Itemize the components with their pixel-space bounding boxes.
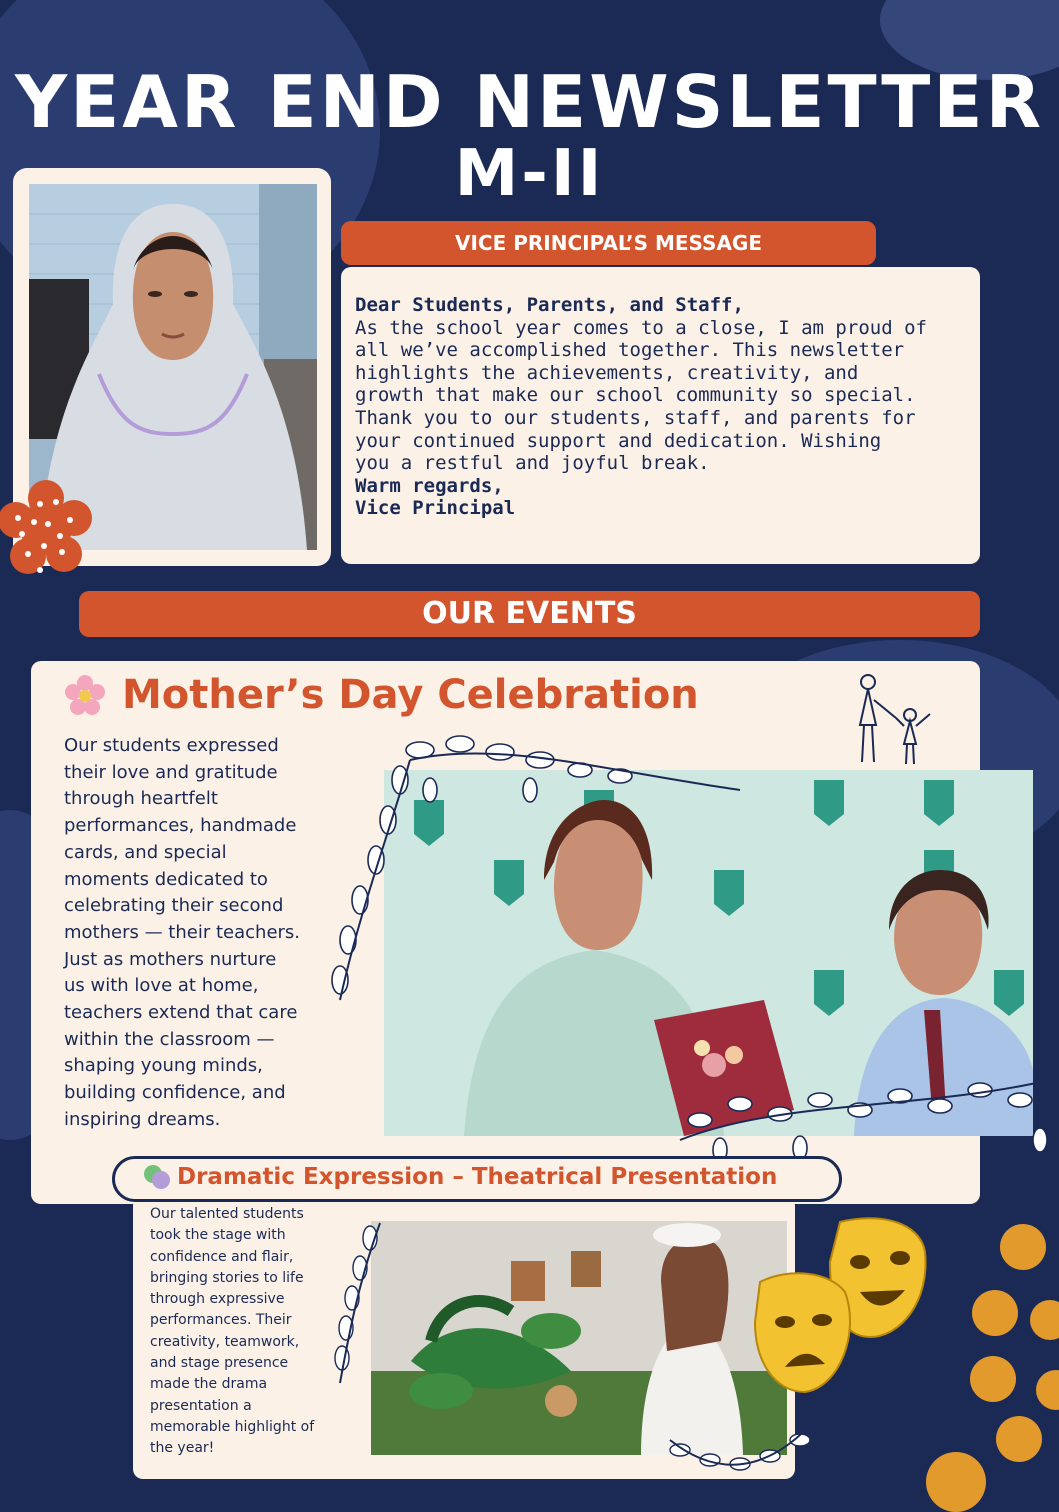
floral-vine-icon (660, 1400, 820, 1480)
drama-line: confidence and flair, (150, 1248, 294, 1265)
decorative-dot (1000, 1224, 1046, 1270)
mothers-day-line: inspiring dreams. (64, 1108, 221, 1130)
vp-message-line: you a restful and joyful break. (355, 452, 710, 475)
theater-masks-icon (143, 1164, 171, 1190)
comedy-tragedy-masks-icon (750, 1212, 930, 1397)
mothers-day-line: Just as mothers nurture (64, 948, 277, 970)
vp-greeting: Dear Students, Parents, and Staff, (355, 294, 744, 316)
mothers-day-line: through heartfelt (64, 788, 218, 810)
mothers-day-line: cards, and special (64, 841, 227, 863)
vp-message-body (355, 294, 970, 520)
mothers-day-line: within the classroom — (64, 1028, 275, 1050)
page-subtitle: M-II (454, 137, 605, 211)
drama-line: Our talented students (150, 1206, 304, 1222)
mothers-day-line: shaping young minds, (64, 1055, 263, 1077)
drama-line: presentation a (150, 1397, 252, 1414)
decorative-dot (970, 1356, 1016, 1402)
drama-description (150, 1204, 314, 1460)
vp-message-line: your continued support and dedication. Wishing (355, 429, 882, 452)
page-title: YEAR END NEWSLETTER (14, 60, 1045, 144)
mothers-day-line: moments dedicated to (64, 868, 268, 890)
mothers-day-line: Our students expressed (64, 735, 279, 756)
vp-signature: Vice Principal (355, 497, 516, 520)
flower-icon (63, 674, 107, 718)
decorative-dot (1036, 1370, 1059, 1410)
drama-line: took the stage with (150, 1227, 286, 1244)
drama-line: and stage presence (150, 1355, 289, 1372)
drama-line: performances. Their (150, 1312, 292, 1329)
flower-decoration-icon (0, 476, 92, 580)
drama-line: made the drama (150, 1376, 268, 1393)
mothers-day-line: mothers — their teachers. (64, 921, 301, 943)
decorative-dot (996, 1416, 1042, 1462)
drama-line: the year! (150, 1440, 215, 1457)
drama-line: through expressive (150, 1291, 285, 1308)
vp-message-heading: VICE PRINCIPAL’S MESSAGE (341, 221, 876, 265)
vp-message-line: growth that make our school community so special. (355, 384, 916, 407)
mother-child-illustration-icon (838, 670, 938, 770)
mothers-day-line: us with love at home, (64, 975, 259, 997)
decorative-dot (926, 1452, 986, 1512)
mothers-day-line: performances, handmade (64, 815, 297, 837)
drama-line: memorable highlight of (150, 1418, 315, 1435)
vp-message-line: As the school year comes to a close, I am proud of (355, 316, 927, 339)
mothers-day-line: their love and gratitude (64, 761, 278, 783)
vp-message-line: highlights the achievements, creativity, and (355, 361, 859, 384)
drama-title: Dramatic Expression – Theatrical Presentation (177, 1164, 778, 1190)
drama-line: bringing stories to life (150, 1269, 304, 1286)
drama-line: creativity, teamwork, (150, 1333, 300, 1350)
mothers-day-line: teachers extend that care (64, 1002, 298, 1024)
floral-vine-icon (300, 730, 760, 1020)
decorative-dot (1030, 1300, 1059, 1340)
events-heading: OUR EVENTS (79, 591, 980, 637)
floral-vine-icon (330, 1218, 400, 1388)
mothers-day-description (64, 733, 300, 1134)
mothers-day-line: celebrating their second (64, 895, 284, 917)
vp-message-line: all we’ve accomplished together. This newsletter (355, 339, 905, 362)
decorative-dot (972, 1290, 1018, 1336)
vp-message-line: Thank you to our students, staff, and parents for (355, 406, 916, 429)
mothers-day-title: Mother’s Day Celebration (122, 672, 699, 718)
vp-signoff: Warm regards, (355, 474, 504, 497)
mothers-day-line: building confidence, and (64, 1082, 286, 1104)
